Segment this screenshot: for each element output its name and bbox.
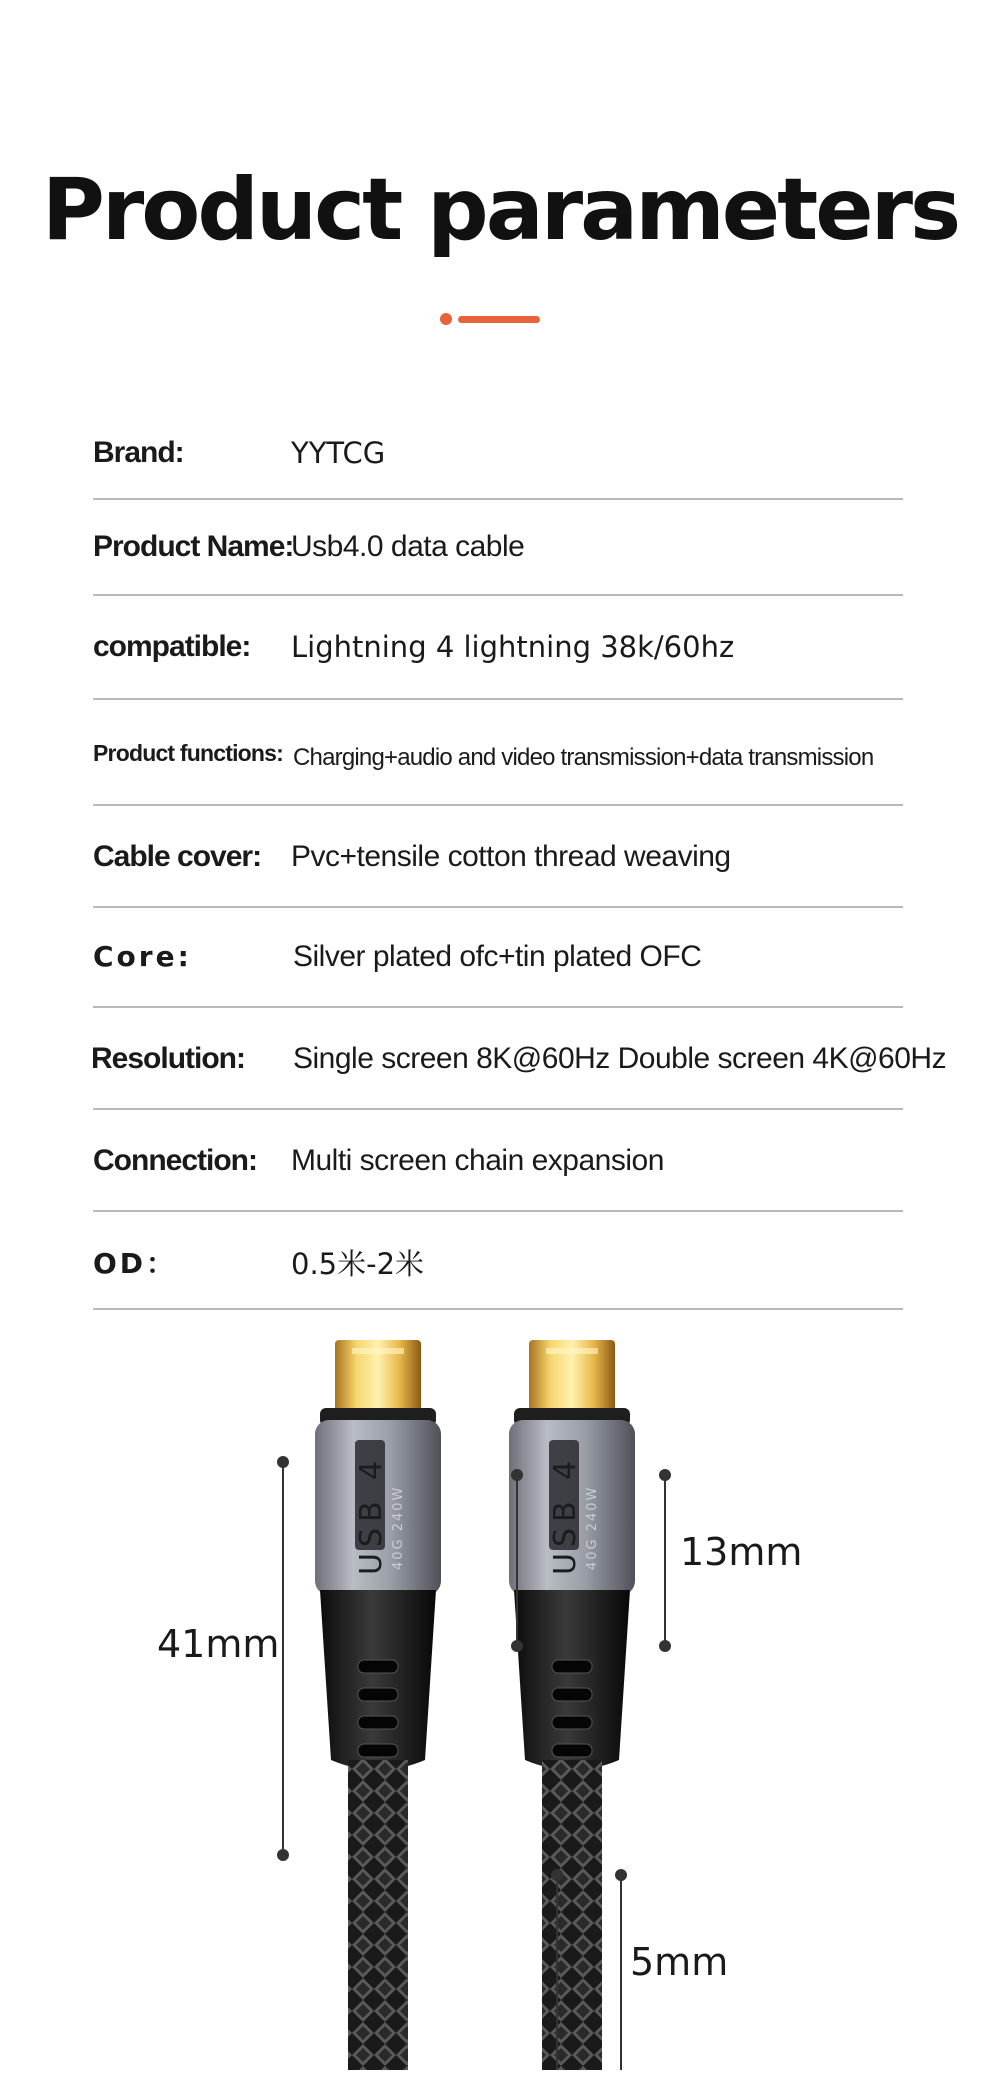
param-label: Connection: bbox=[93, 1144, 257, 1177]
product-dimension-image bbox=[0, 1340, 1000, 2070]
param-row-od bbox=[93, 1212, 903, 1310]
param-value: Multi screen chain expansion bbox=[291, 1144, 664, 1177]
left-connector bbox=[315, 1340, 441, 2070]
param-label: Product Name: bbox=[93, 530, 294, 563]
param-row-product-name bbox=[93, 500, 903, 596]
right-connector bbox=[509, 1340, 635, 2070]
param-label: Product functions: bbox=[93, 740, 284, 766]
param-label: Cable cover: bbox=[93, 840, 262, 873]
param-row-connection bbox=[93, 1110, 903, 1212]
param-label: Resolution: bbox=[91, 1042, 245, 1075]
param-row-product-functions bbox=[93, 700, 903, 806]
param-label: compatible: bbox=[93, 630, 251, 663]
param-value: Lightning 4 lightning 38k/60hz bbox=[291, 630, 735, 664]
param-label: OD： bbox=[93, 1247, 178, 1280]
param-value: 0.5米-2米 bbox=[291, 1247, 425, 1281]
param-row-core bbox=[93, 908, 903, 1008]
usb-cable-illustration bbox=[0, 1340, 1000, 2070]
param-value: Charging+audio and video transmission+data transmission bbox=[293, 744, 874, 771]
accent-bar bbox=[458, 316, 540, 323]
housing-sublabel: 40G 240W bbox=[391, 1485, 406, 1570]
page-title: Product parameters bbox=[41, 160, 959, 260]
parameter-table bbox=[91, 410, 947, 1310]
housing-sublabel: 40G 240W bbox=[585, 1485, 600, 1570]
param-value: Usb4.0 data cable bbox=[291, 530, 525, 563]
housing-label: USB 4 bbox=[548, 1454, 583, 1575]
housing-label: USB 4 bbox=[354, 1454, 389, 1575]
param-value: Pvc+tensile cotton thread weaving bbox=[291, 840, 731, 873]
param-value: YYTCG bbox=[291, 436, 386, 470]
param-label: Brand: bbox=[93, 436, 184, 469]
accent-dot bbox=[440, 313, 452, 325]
housing-length-label: 13mm bbox=[680, 1530, 803, 1574]
param-label: Core: bbox=[93, 940, 192, 973]
param-row-cable-cover bbox=[93, 806, 903, 908]
param-value: Silver plated ofc+tin plated OFC bbox=[293, 940, 702, 973]
param-row-brand bbox=[93, 410, 903, 500]
param-row-compatible bbox=[93, 596, 903, 700]
param-row-resolution bbox=[91, 1008, 947, 1110]
cable-diameter-label: 5mm bbox=[630, 1940, 729, 1984]
overall-length-label: 41mm bbox=[157, 1622, 280, 1666]
param-value: Single screen 8K@60Hz Double screen 4K@60Hz bbox=[293, 1042, 947, 1075]
